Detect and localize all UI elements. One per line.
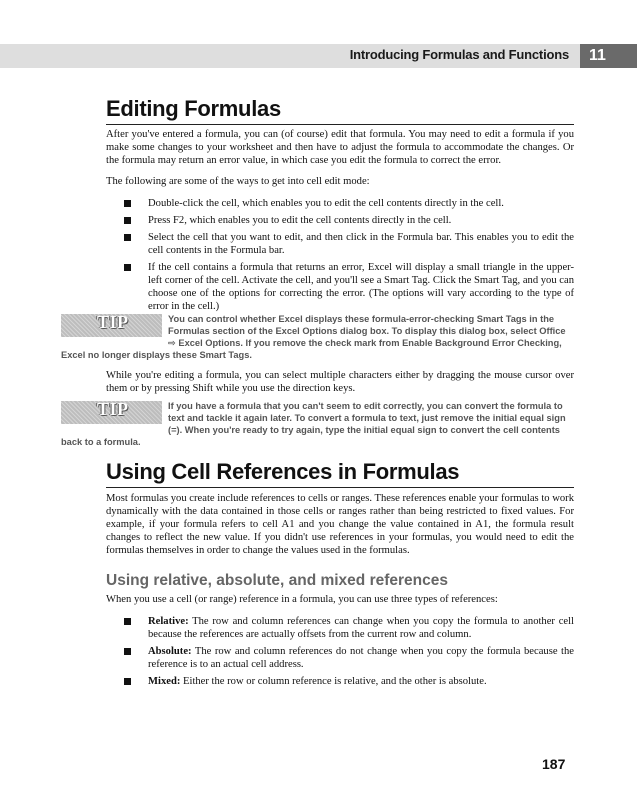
subheading-reference-types: Using relative, absolute, and mixed references xyxy=(106,572,448,589)
list-item: Mixed: Either the row or column reference is relative, and the other is absolute. xyxy=(106,675,574,688)
tip-text: If you have a formula that you can't seem to edit correctly, you can convert the formula to text and tackle it again later. To convert a formula to text, just remove the initial equal sign (=). When you're ready to try again, type the initial equal sign to convert the cell contents back to a formula. xyxy=(61,401,566,447)
paragraph: When you use a cell (or range) reference in a formula, you can use three types of references: xyxy=(106,594,498,605)
paragraph: After you've entered a formula, you can (of course) edit that formula. You may need to edit a formula if you make some changes to your worksheet and then have to adjust the formula to accommodate the changes. Or the formula may return an error value, in which case you edit the formula to correct the error. xyxy=(106,129,574,166)
list-item: Absolute: The row and column references do not change when you copy the formula because the reference is to an actual cell address. xyxy=(106,645,574,671)
bullet-square-icon xyxy=(124,264,131,271)
section1-body xyxy=(106,128,574,317)
bullet-square-icon xyxy=(124,618,131,625)
heading-cell-references: Using Cell References in Formulas xyxy=(106,459,574,488)
bullet-square-icon xyxy=(124,217,131,224)
paragraph: Most formulas you create include references to cells or ranges. These references enable your formulas to work dynamically with the data contained in those cells or ranges rather than being restricted to fixed values. For example, if your formula refers to cell A1 and you change the value contained in A1, the formula result changes to reflect the new value. If you didn't use references in your formulas, you would need to edit the formulas themselves in order to change the values used in the formulas. xyxy=(106,493,574,556)
reference-types-list xyxy=(106,615,574,688)
section-cell-references xyxy=(106,459,574,488)
edit-mode-list xyxy=(106,197,574,313)
tip-box xyxy=(61,400,573,448)
page-number: 187 xyxy=(542,756,566,772)
list-item: Double-click the cell, which enables you to edit the cell contents directly in the cell. xyxy=(106,197,574,210)
bullet-square-icon xyxy=(124,648,131,655)
paragraph: The following are some of the ways to get into cell edit mode: xyxy=(106,176,370,187)
section1-body-2 xyxy=(106,369,574,395)
section2-body xyxy=(106,492,574,692)
paragraph: While you're editing a formula, you can select multiple characters either by dragging the mouse cursor over them or by pressing Shift while you use the direction keys. xyxy=(106,370,574,394)
chapter-number-tab: 11 xyxy=(580,44,637,68)
list-item: Relative: The row and column references can change when you copy the formula to another cell because the references are actually offsets from the current row and column. xyxy=(106,615,574,641)
tip-icon: TIP xyxy=(61,314,162,337)
heading-editing-formulas: Editing Formulas xyxy=(106,96,574,125)
tip-text: You can control whether Excel displays these formula-error-checking Smart Tags in the Formulas section of the Excel Options dialog box. To display this dialog box, select Office ⇨ Excel Options. If you remove the check mark from Enable Background Error Checking, Excel no longer displays these Smart Tags. xyxy=(61,314,566,360)
running-header-title: Introducing Formulas and Functions xyxy=(349,47,569,62)
list-item: Select the cell that you want to edit, and then click in the Formula bar. This enables you to edit the cell contents in the Formula bar. xyxy=(106,231,574,257)
list-item: Press F2, which enables you to edit the cell contents directly in the cell. xyxy=(106,214,574,227)
bullet-square-icon xyxy=(124,678,131,685)
list-item: If the cell contains a formula that returns an error, Excel will display a small triangle in the upper-left corner of the cell. Activate the cell, and you'll see a Smart Tag. Click the Smart Tag, and you can choose one of the options for correcting the error. (The options will vary according to the type of error in the cell.) xyxy=(106,261,574,313)
tip-icon: TIP xyxy=(61,401,162,424)
bullet-square-icon xyxy=(124,200,131,207)
tip-box xyxy=(61,313,573,361)
section-editing-formulas xyxy=(106,96,574,125)
bullet-square-icon xyxy=(124,234,131,241)
